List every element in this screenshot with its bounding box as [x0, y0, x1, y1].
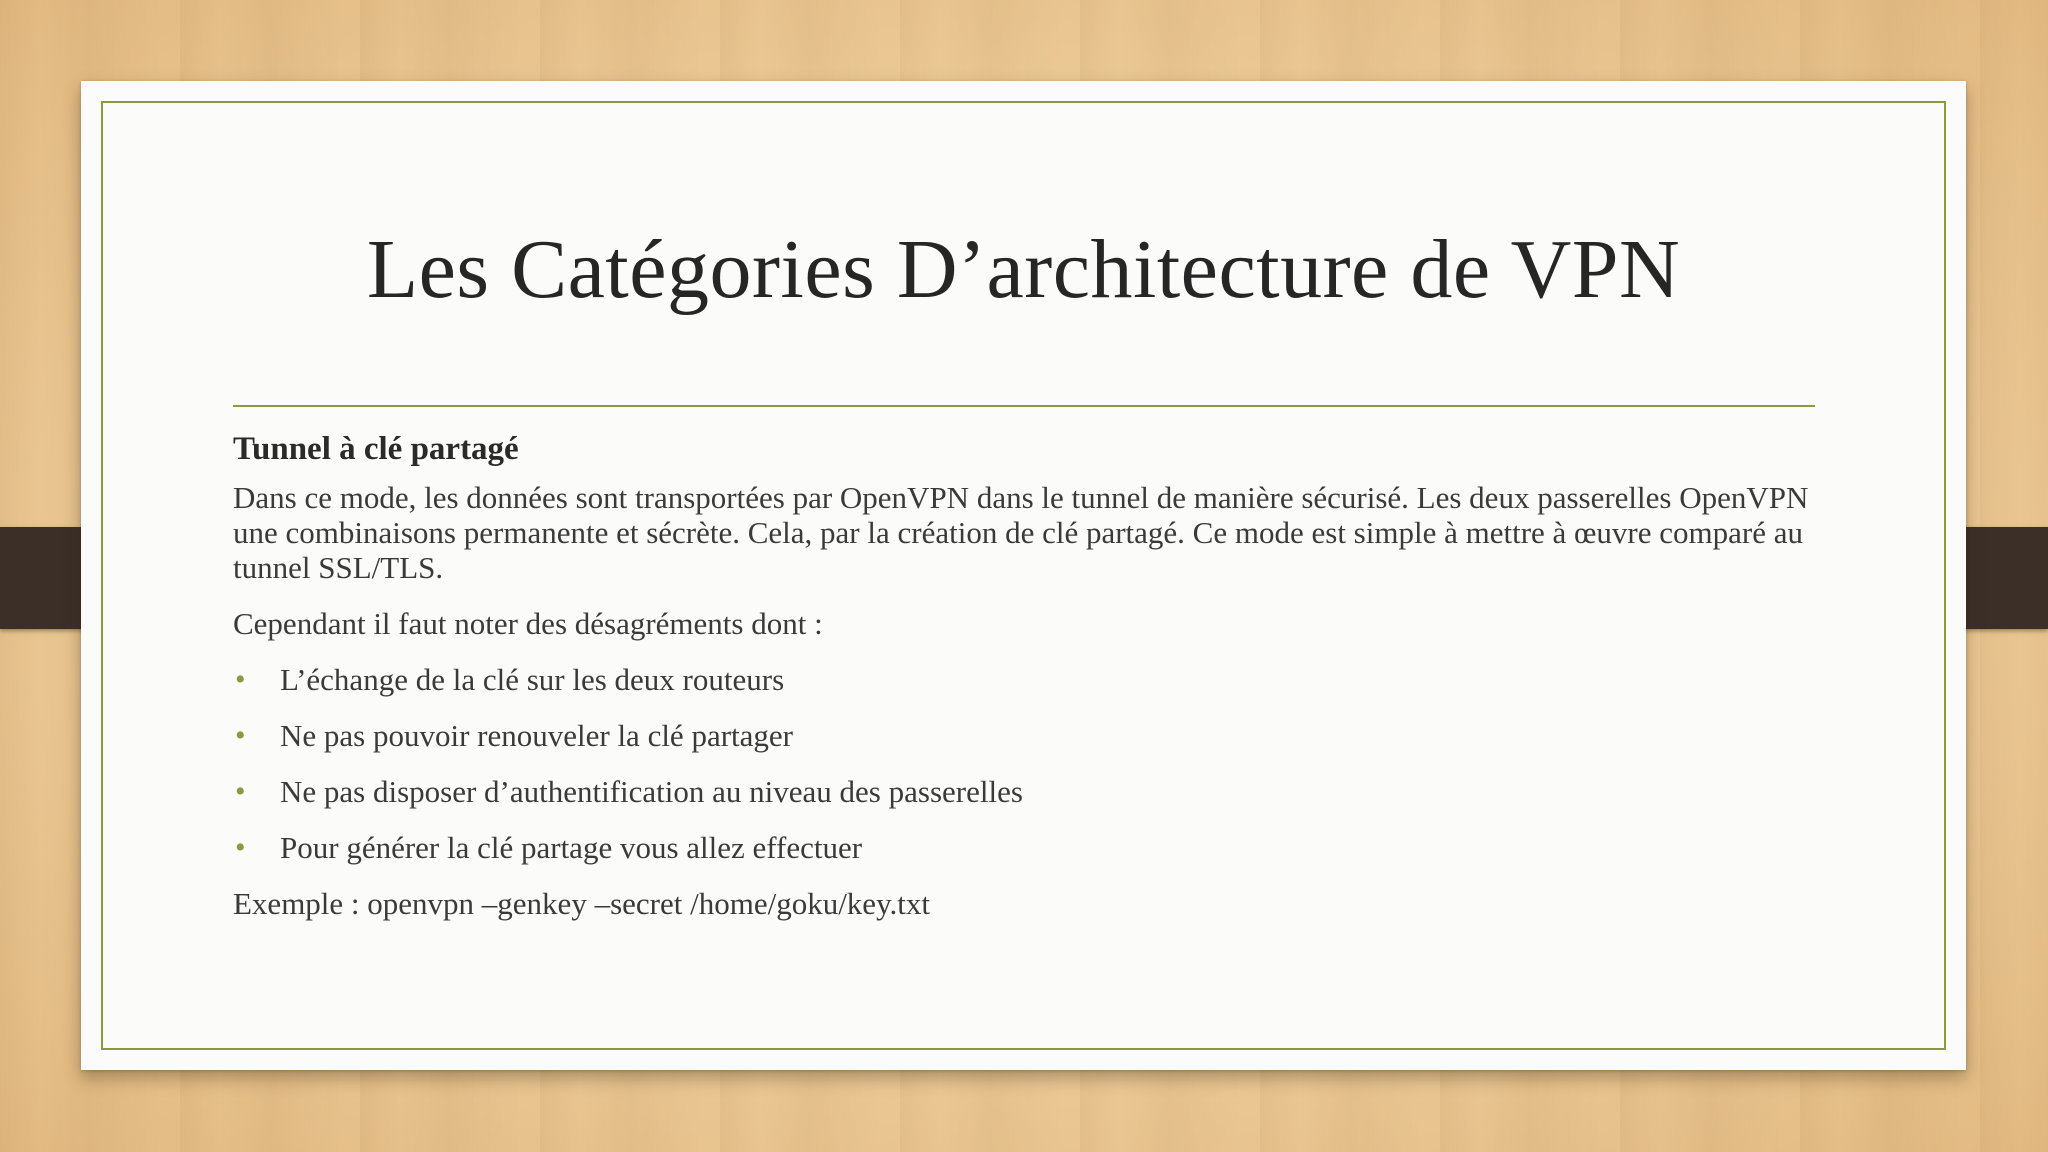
list-item: [233, 829, 1823, 867]
intro-line: Cependant il faut noter des désagréments dont :: [233, 606, 823, 641]
bullet-icon: •: [235, 719, 246, 752]
slide-title: Les Catégories D’architecture de VPN: [366, 223, 1681, 316]
list-item-text: Ne pas disposer d’authentification au niveau des passerelles: [280, 774, 1023, 809]
list-item: [233, 773, 1823, 811]
example-line: Exemple : openvpn –genkey –secret /home/goku/key.txt: [233, 886, 931, 921]
list-item-text: Pour générer la clé partage vous allez effectuer: [280, 830, 863, 865]
list-item: [233, 717, 1823, 755]
section-heading: Tunnel à clé partagé: [233, 431, 519, 467]
bullet-list: [233, 661, 1823, 867]
slide-card: [81, 81, 1966, 1070]
bullet-icon: •: [235, 663, 246, 696]
list-item: [233, 661, 1823, 699]
bullet-icon: •: [235, 775, 246, 808]
title-divider: [233, 405, 1815, 407]
body-paragraph: Dans ce mode, les données sont transportées par OpenVPN dans le tunnel de manière sécurisé. Les deux passerelles OpenVPN une combinaisons permanente et sécrète. Cela, par la création de clé partagé. Ce mode est simple à mettre à œuvre comparé au tunnel SSL/TLS.: [233, 480, 1809, 585]
bullet-icon: •: [235, 831, 246, 864]
slide-body: [233, 431, 1823, 941]
list-item-text: Ne pas pouvoir renouveler la clé partager: [280, 718, 793, 753]
list-item-text: L’échange de la clé sur les deux routeurs: [280, 662, 785, 697]
